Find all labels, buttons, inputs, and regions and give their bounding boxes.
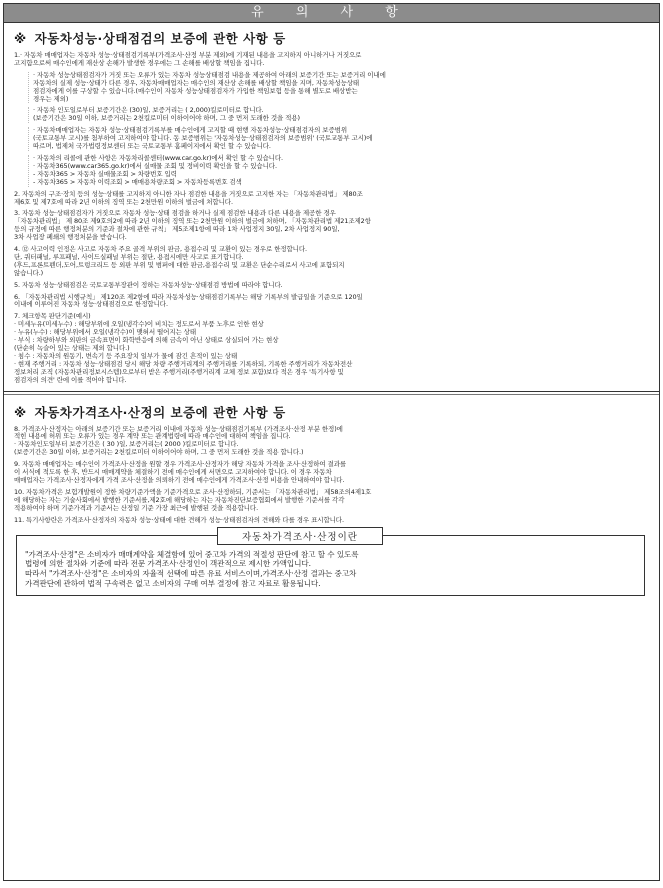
definition-box xyxy=(16,531,645,596)
section-divider xyxy=(4,391,659,392)
definition-box-title: 자동차가격조사·산정이란 xyxy=(217,527,383,545)
numbered-item: 6. 「자동차관리법 시행규칙」 제120조 제2항에 따라 자동차성능·상태점검기록부는 해당 기록부의 발급일을 기준으로 120일 이내에 이루어진 자동차 성능·상태점검으로 한정합니다. xyxy=(14,292,363,309)
numbered-item: 10. 자동차가격은 보험개발원이 정한 차량기준가액을 기준가격으로 조사·산정하되, 기준서는 「자동차관리법」 제58조의4제1호 에 해당하는 자는 기술사회에서 발행한 기준서를,제2호에 해당하는 자는 자동차진단보증협회에서 발행한 기준서를 각각 적용하여야 하며 기준가격과 기준서는 산정일 기준 가장 최근에 발행된 것을 적용합니다. xyxy=(14,487,372,512)
numbered-item: 2. 자동차의 구조·장치 등의 성능·상태를 고지하지 아니한 자나 점검한 내용을 거짓으로 고지한 자는 「자동차관리법」 제80조 제6호 및 제7호에 따라 2년 이하의 징역 또는 2천만원 이하의 벌금에 처합니다. xyxy=(14,189,363,206)
section-items xyxy=(14,426,651,525)
reference-mark: ※ xyxy=(14,31,27,46)
numbered-item: 8. 가격조사·산정자는 아래의 보증기간 또는 보증거리 이내에 자동차 성능·상태점검기록부 (가격조사·산정 부분 한정)에 적힌 내용에 허위 또는 오류가 있는 경우 계약 또는 관계법령에 따라 매수인에 대하여 책임을 집니다. · 자동차인도일부터 보증기간은 ( 30 )일, 보증거리는( 2000 )킬로미터로 합니다. (보증기간은 30일 이하, 보증거리는 2천킬로미터 이하이어야 하며, 그 중 먼저 도래한 것을 적용 합니다.) xyxy=(14,424,343,457)
sub-note: · 자동차매매업자는 자동차 성능·상태점검기록부를 매수인에게 고지할 때 현행 자동차성능·상태점검자의 보증범위 (국토교통부 고시)를 첨부하여 고지하여야 합니다. 동 보증범위는 '자동차성능·상태점검자의 보증범위' (국토교통부 고시)에 따르며, 법제처 국가법령정보센터 또는 국토교통부 홈페이지에서 확인 할 수 있습니다. xyxy=(28,127,651,151)
price-warranty-section xyxy=(4,395,659,596)
page-title: 유 의 사 항 xyxy=(4,4,659,23)
notice-page xyxy=(3,3,660,881)
section-heading xyxy=(14,403,651,421)
sub-note: · 자동차의 리콜에 관한 사항은 자동차리콜센터(www.car.go.kr)에서 확인 할 수 있습니다. · 자동차365(www.car365.go.kr)에서 실매물 조회 및 정비이력 확인을 할 수 있습니다. - 자동차365 > 자동차 실매물조회 > 차량번호 입력 - 자동차365 > 자동차 이력조회 > 매매용차량조회 > 자동차등록번호 검색 xyxy=(28,155,651,187)
sub-note: · 자동차 인도일로부터 보증기간은 (30)일, 보증거리는 ( 2,000)킬로미터로 합니다. (보증기간은 30일 이하, 보증거리는 2천킬로미터 이하이어야 하며, 그 중 먼저 도래한 것을 적용) xyxy=(28,107,651,123)
numbered-item: 11. 특기사항란은 가격조사·산정자의 자동차 성능·상태에 대한 견해가 성능·상태점검자의 견해와 다를 경우 표시합니다. xyxy=(14,515,344,524)
section-heading-text: 자동차성능·상태점검의 보증에 관한 사항 등 xyxy=(34,31,286,46)
numbered-item: 7. 체크항목 판단기준(예시) · 미세누유(미세누수) : 해당부위에 오일(냉각수)이 비치는 정도로서 부품 노후로 인한 현상 · 누유(누수) : 해당부위에서 오일(냉각수)이 맺혀서 떨어지는 상태 · 부식 : 차량하부와 외판의 금속표면이 화학반응에 의해 금속이 아닌 상태로 상실되어 가는 현상 (단순히 녹슬어 있는 상태는 제외 합니다.) · 침수 : 자동차의 원동기, 변속기 등 주요장치 일부가 물에 잠긴 흔적이 있는 상태 · 현재 주행거리 : 자동차 성능·상태점검 당시 해당 차량 주행거리계의 주행거리를 기록하되, 기록한 주행거리가 자동차전산 정보처리 조직 (자동차관리정보시스템)으로부터 받은 주행거리(주행거리계 교체 정보 포함)보다 적은 경우 '특기사항 및 점검자의 의견' 란에 이를 적어야 합니다. xyxy=(14,312,353,384)
reference-mark: ※ xyxy=(14,404,27,420)
section-heading xyxy=(14,29,651,47)
numbered-item: 4. ⑫ 사고이력 인정은 사고로 자동차 주요 골격 부위의 판금, 용접수리 및 교환이 있는 경우로 한정합니다. 단, 쿼터패널, 루프패널, 사이드실패널 부위는 절단, 용접시에만 사고로 표기합니다. (후드,프론트펜더,도어,트렁크리드 등 외판 부위 및 범퍼에 대한 판금,용접수리 및 교환은 단순수리로서 사고에 포함되지 않습니다.) xyxy=(14,245,345,277)
section-heading-text: 자동차가격조사·산정의 보증에 관한 사항 등 xyxy=(34,404,286,420)
sub-note: · 자동차 성능상태점검자가 거짓 또는 오류가 있는 자동차 성능상태점검 내용을 제공하여 아래의 보증기간 또는 보증거리 이내에 자동차의 실제 성능·상태가 다른 경우, 자동차매매업자는 매수인의 재산상 손해를 배상할 책임을 지며, 자동차성능상태 점검자에게 이를 구상할 수 있습니다.(매수인이 자동차 성능상태점검자가 가입한 책임보험 등을 통해 별도로 배상받는 경우는 제외) xyxy=(28,72,651,104)
numbered-item: 1.· 자동차 매매업자는 자동차 성능·상태점검기록부(가격조사·산정 부분 제외)에 기재된 내용을 고지하지 아니하거나 거짓으로 고지함으로써 매수인에게 재산상 손해가 발생한 경우에는 그 손해를 배상할 책임을 집니다. xyxy=(14,51,362,67)
performance-warranty-section xyxy=(4,23,659,385)
section-items xyxy=(14,52,651,385)
definition-box-text: "가격조사·산정"은 소비자가 매매계약을 체결함에 있어 중고차 가격의 적절성 판단에 참고 할 수 있도록 법령에 의한 절차와 기준에 따라 전문 가격조사·산정인이 객관적으로 제시한 가액입니다. 따라서 "가격조사·산정"은 소비자의 자율적 선택에 따른 유료 서비스이며,가격조사·산정 결과는 중고차 가격판단에 관하여 법적 구속력은 없고 소비자의 구매 여부 결정에 참고 자료로 활용됩니다. xyxy=(25,549,359,588)
numbered-item: 5. 자동차 성능·상태점검은 국토교통부장관이 정하는 자동차성능·상태점검 방법에 따라야 합니다. xyxy=(14,280,283,289)
numbered-item: 3. 자동차 성능·상태점검자가 거짓으로 자동차 성능·상태 점검을 하거나 실제 점검한 내용과 다른 내용을 제공한 경우 「자동차관리법」 제 80조 제9호의2에 따라 2년 이하의 징역 또는 2천만원 이하의 벌금에 처하며, 「자동차관리법 제21조제2항 등의 규정에 따른 행정처분의 기준과 절차에 관한 규칙」 제5조제1항에 따라 1차 사업정지 30일, 2차 사업정지 90일, 3차 사업장 폐쇄의 행정처분을 받습니다. xyxy=(14,209,371,242)
numbered-item: 9. 자동차 매매업자는 매수인이 가격조사·산정을 원할 경우 가격조사·산정자가 해당 자동차 가격을 조사·산정하여 결과를 이 서식에 적도록 한 후, 반드시 매매계약을 체결하기 전에 매수인에게 서면으로 고지하여야 합니다. 이 경우 자동차 매매업자는 가격조사·산정자에게 가격 조사·산정을 의뢰하기 전에 매수인에게 가격조사·산정 비용을 안내하여야 합니다. xyxy=(14,460,347,484)
